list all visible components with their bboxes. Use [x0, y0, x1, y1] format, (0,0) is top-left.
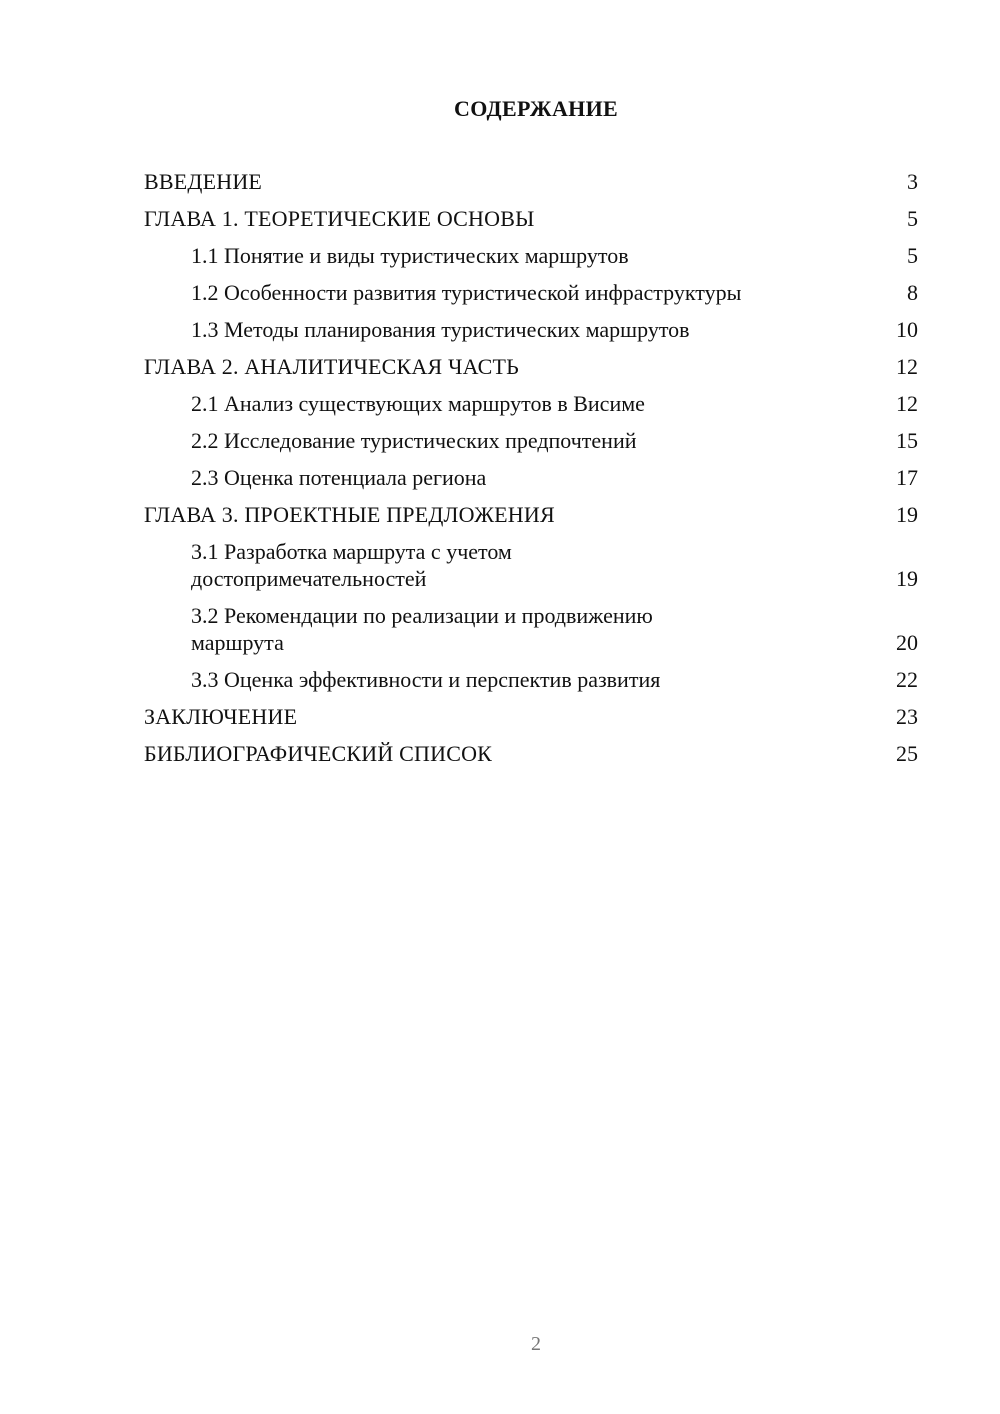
toc-entry-text: 2.3 Оценка потенциала региона — [191, 465, 487, 490]
toc-entry-text: ГЛАВА 2. АНАЛИТИЧЕСКАЯ ЧАСТЬ — [144, 354, 519, 379]
toc-entry-page: 17 — [896, 465, 918, 490]
page-number: 2 — [531, 1333, 541, 1355]
toc-entry-page: 12 — [896, 391, 918, 416]
toc-entry-text: 2.2 Исследование туристических предпочтений — [191, 428, 637, 453]
table-of-contents — [144, 168, 918, 777]
toc-entry-text: 3.1 Разработка маршрута с учетом достопримечательностей — [191, 539, 512, 591]
toc-entry-page: 20 — [896, 630, 918, 655]
toc-entry-page: 3 — [907, 169, 918, 194]
toc-entry-page: 10 — [896, 317, 918, 342]
toc-entry-text: 3.2 Рекомендации по реализации и продвижению маршрута — [191, 603, 653, 655]
toc-entry-chapter-2[interactable] — [144, 353, 918, 380]
toc-entry-page: 12 — [896, 354, 918, 379]
page-title: СОДЕРЖАНИЕ — [454, 96, 618, 121]
toc-entry-page: 5 — [907, 206, 918, 231]
toc-entry-bibliography[interactable] — [144, 740, 918, 767]
toc-entry-text: ГЛАВА 1. ТЕОРЕТИЧЕСКИЕ ОСНОВЫ — [144, 206, 535, 231]
toc-entry-page: 23 — [896, 704, 918, 729]
toc-entry-section-2-2[interactable] — [144, 427, 918, 454]
toc-entry-text: 1.2 Особенности развития туристической инфраструктуры — [191, 280, 742, 305]
toc-entry-chapter-1[interactable] — [144, 205, 918, 232]
toc-entry-text: БИБЛИОГРАФИЧЕСКИЙ СПИСОК — [144, 741, 493, 766]
toc-entry-section-2-3[interactable] — [144, 464, 918, 491]
toc-entry-section-3-3[interactable] — [144, 666, 918, 693]
toc-entry-page: 5 — [907, 243, 918, 268]
toc-entry-section-1-1[interactable] — [144, 242, 918, 269]
toc-entry-section-1-2[interactable] — [144, 279, 918, 306]
toc-entry-section-1-3[interactable] — [144, 316, 918, 343]
toc-entry-page: 19 — [896, 566, 918, 591]
toc-entry-text: 1.1 Понятие и виды туристических маршрутов — [191, 243, 629, 268]
toc-entry-text: ВВЕДЕНИЕ — [144, 169, 263, 194]
toc-entry-text: 2.1 Анализ существующих маршрутов в Висиме — [191, 391, 645, 416]
toc-entry-text: ГЛАВА 3. ПРОЕКТНЫЕ ПРЕДЛОЖЕНИЯ — [144, 502, 555, 527]
toc-entry-chapter-3[interactable] — [144, 501, 918, 528]
toc-entry-section-3-2[interactable] — [144, 602, 918, 656]
toc-entry-page: 22 — [896, 667, 918, 692]
toc-entry-page: 8 — [907, 280, 918, 305]
toc-entry-text: ЗАКЛЮЧЕНИЕ — [144, 704, 298, 729]
toc-entry-section-3-1[interactable] — [144, 538, 918, 592]
toc-entry-text: 1.3 Методы планирования туристических маршрутов — [191, 317, 690, 342]
toc-entry-page: 15 — [896, 428, 918, 453]
toc-entry-section-2-1[interactable] — [144, 390, 918, 417]
toc-entry-text: 3.3 Оценка эффективности и перспектив развития — [191, 667, 661, 692]
toc-entry-page: 19 — [896, 502, 918, 527]
toc-entry-introduction[interactable] — [144, 168, 918, 195]
toc-entry-page: 25 — [896, 741, 918, 766]
toc-entry-conclusion[interactable] — [144, 703, 918, 730]
